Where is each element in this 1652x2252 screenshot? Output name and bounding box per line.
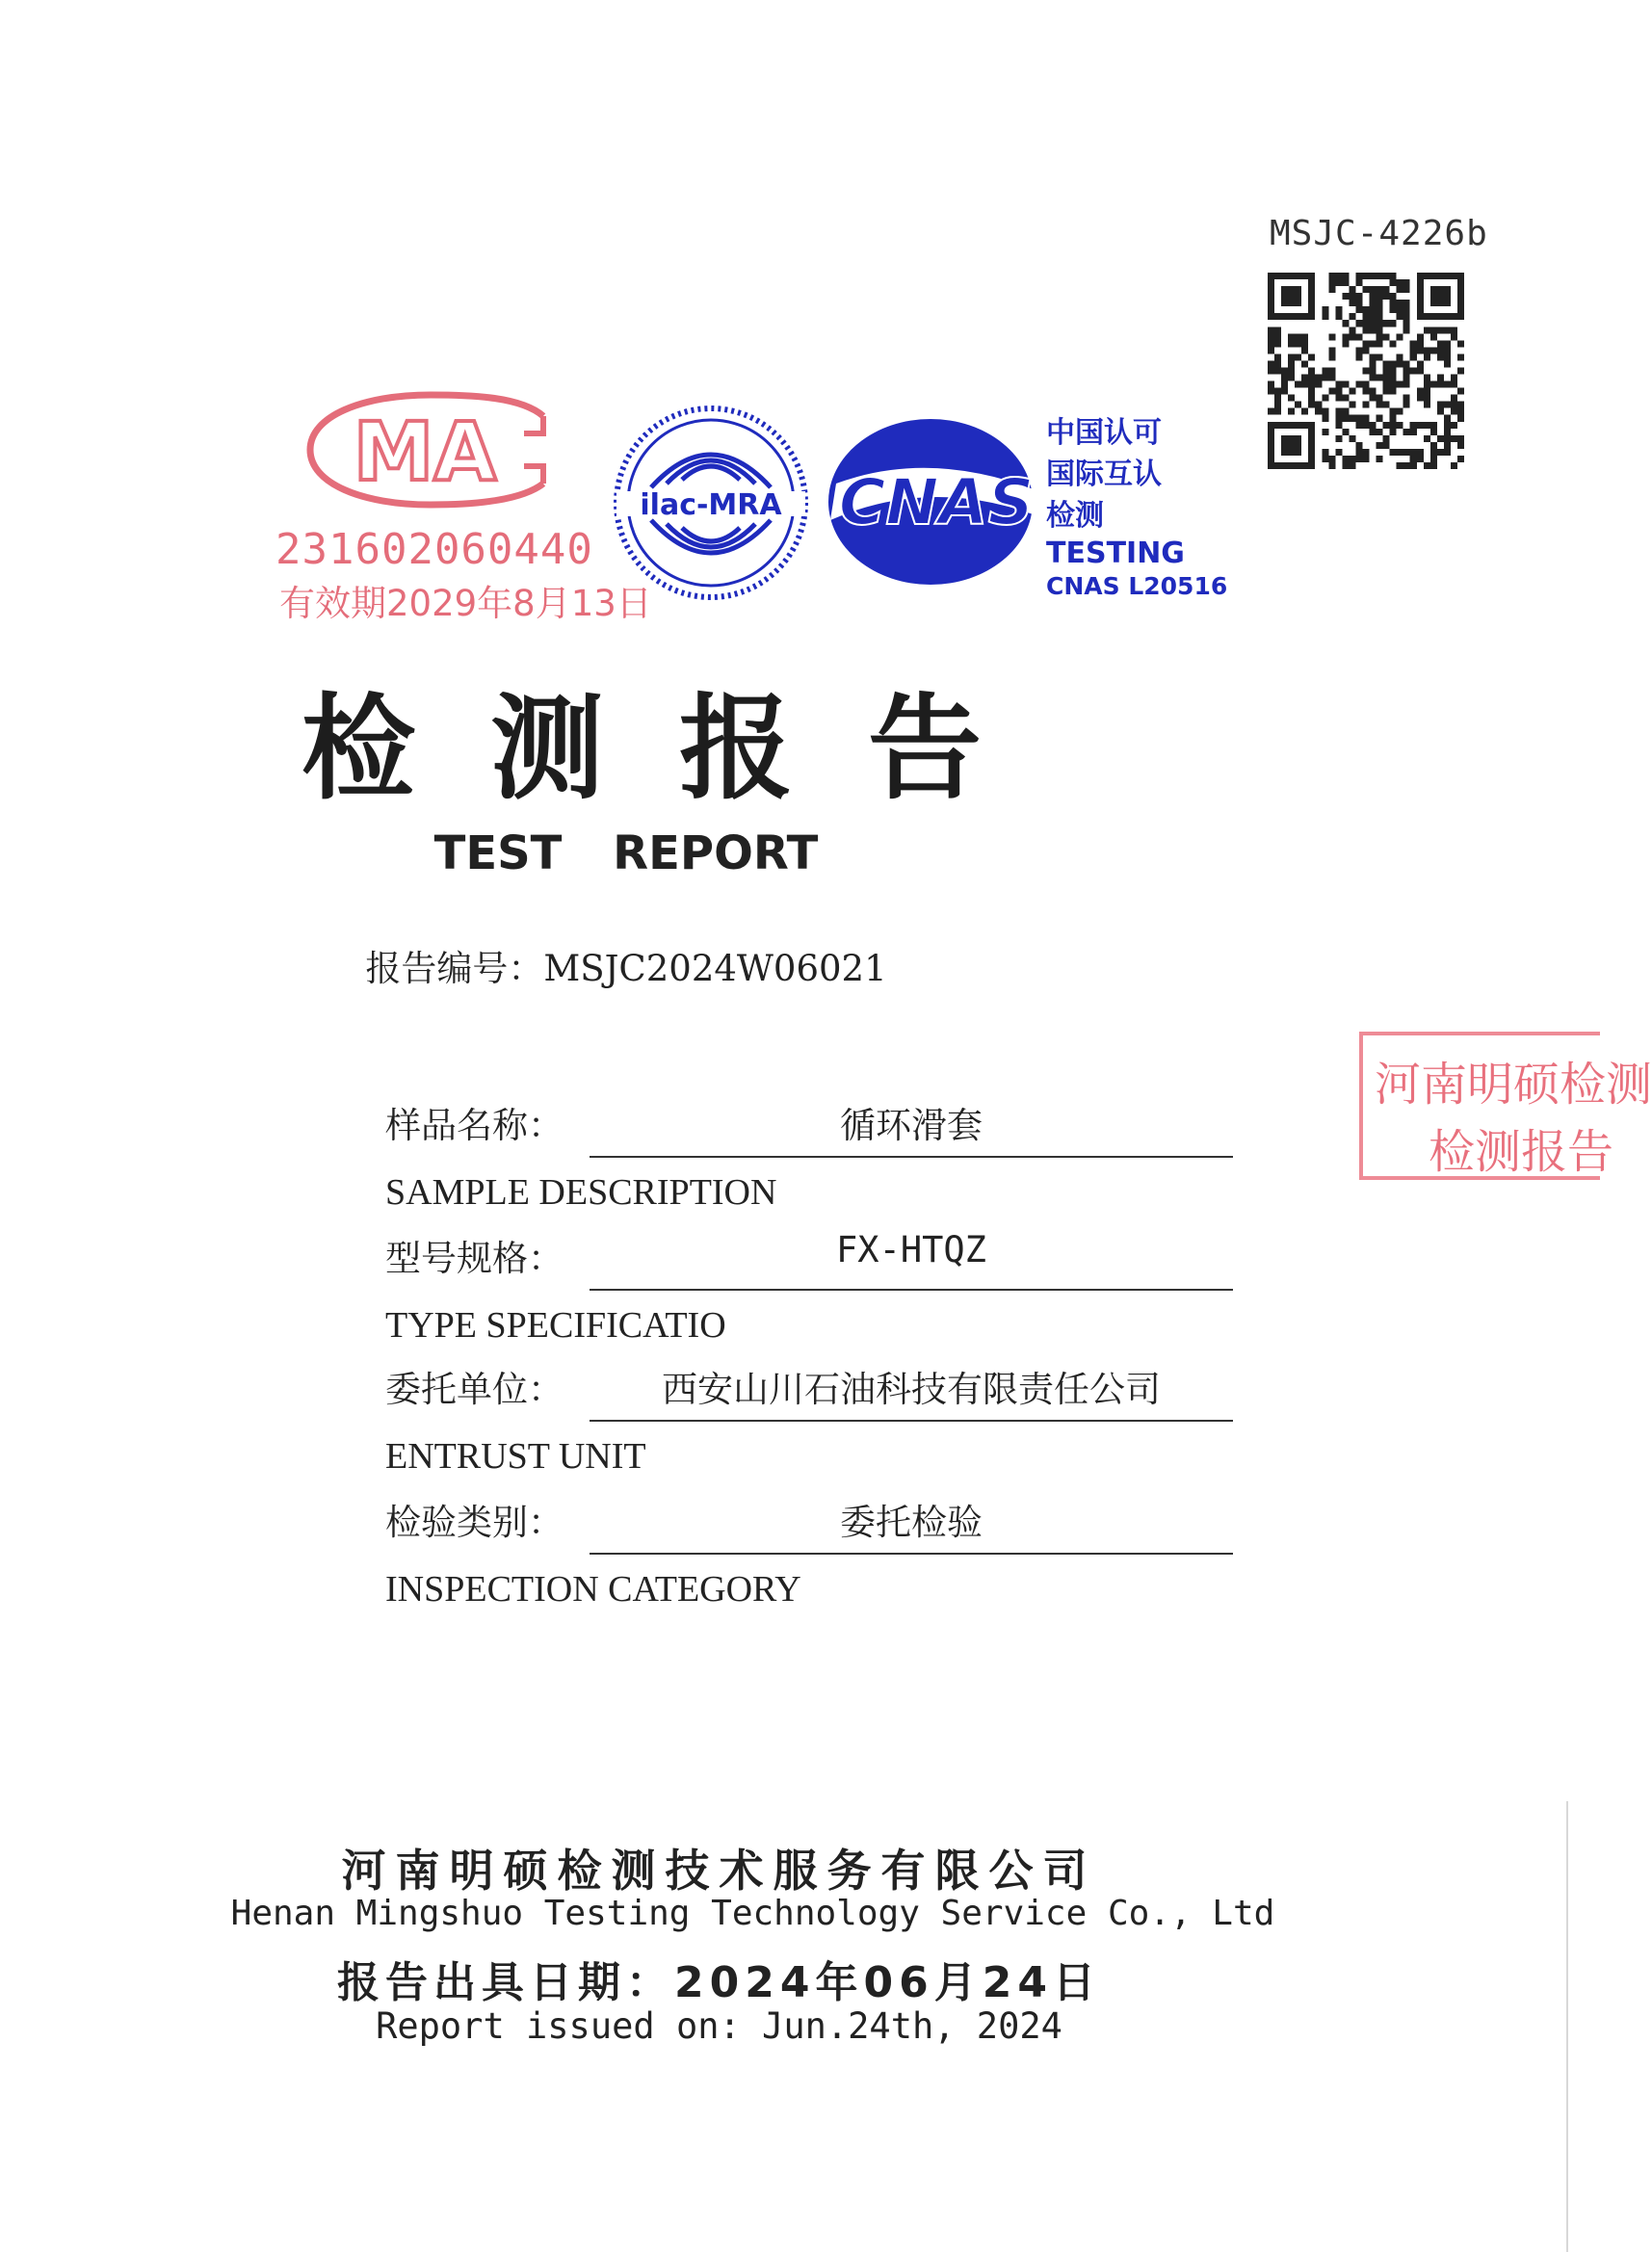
report-number-label: 报告编号： [365, 948, 544, 989]
field-label-en: ENTRUST UNIT [385, 1436, 646, 1477]
field-underline [590, 1156, 1233, 1158]
document-code: MSJC-4226b [1270, 214, 1488, 253]
scan-edge-line [1566, 1801, 1568, 2252]
ilac-logo-text: ilac-MRA [640, 488, 782, 522]
field-value: 西安山川石油科技有限责任公司 [662, 1369, 1161, 1410]
report-title-cn: 检测报告 [301, 682, 1057, 815]
issue-date-cn: 报告出具日期：2024年06月24日 [337, 1958, 1101, 2007]
issue-date-en: Report issued on: Jun.24th, 2024 [376, 2005, 1062, 2047]
field-underline [590, 1289, 1233, 1291]
field-value: 委托检验 [840, 1502, 983, 1543]
field-value: 循环滑套 [840, 1105, 983, 1146]
cnas-line-4: TESTING [1046, 537, 1185, 570]
inspection-stamp-line-2: 检测报告 [1429, 1125, 1614, 1179]
company-name-en: Henan Mingshuo Testing Technology Service Co., Ltd [230, 1894, 1275, 1933]
report-number [0, 939, 1252, 991]
company-name-cn: 河南明硕检测技术服务有限公司 [341, 1845, 1097, 1897]
cnas-line-2: 国际互认 [1046, 458, 1162, 491]
ilac-mra-logo [613, 403, 809, 603]
report-title-en: TEST REPORT [433, 826, 819, 880]
cnas-line-3: 检测 [1046, 499, 1104, 533]
cnas-line-1: 中国认可 [1046, 416, 1162, 450]
cnas-caption [1046, 412, 1277, 602]
qr-code [1268, 273, 1464, 469]
field-value: FX-HTQZ [836, 1229, 986, 1270]
report-number-value: MSJC2024W06021 [543, 948, 887, 989]
field-underline [590, 1420, 1233, 1422]
field-label-cn: 检验类别： [385, 1502, 564, 1543]
field-label-en: INSPECTION CATEGORY [385, 1569, 801, 1610]
field-underline [590, 1553, 1233, 1555]
field-label-cn: 样品名称： [385, 1105, 564, 1146]
cnas-logo-text: CNAS [838, 465, 1035, 539]
field-label-cn: 委托单位： [385, 1369, 564, 1410]
field-label-cn: 型号规格： [385, 1238, 564, 1279]
inspection-stamp-line-1: 河南明硕检测 [1375, 1058, 1652, 1112]
field-label-en: TYPE SPECIFICATIO [385, 1305, 726, 1346]
cma-number: 231602060440 [275, 525, 593, 574]
cnas-logo [817, 416, 1050, 588]
field-label-en: SAMPLE DESCRIPTION [385, 1172, 777, 1213]
inspection-stamp [1359, 1032, 1652, 1180]
cnas-line-5: CNAS L20516 [1046, 572, 1228, 600]
cma-stamp-logo [304, 393, 557, 507]
cma-validity: 有效期2029年8月13日 [279, 583, 652, 624]
cma-logo-text: MA [353, 405, 497, 499]
